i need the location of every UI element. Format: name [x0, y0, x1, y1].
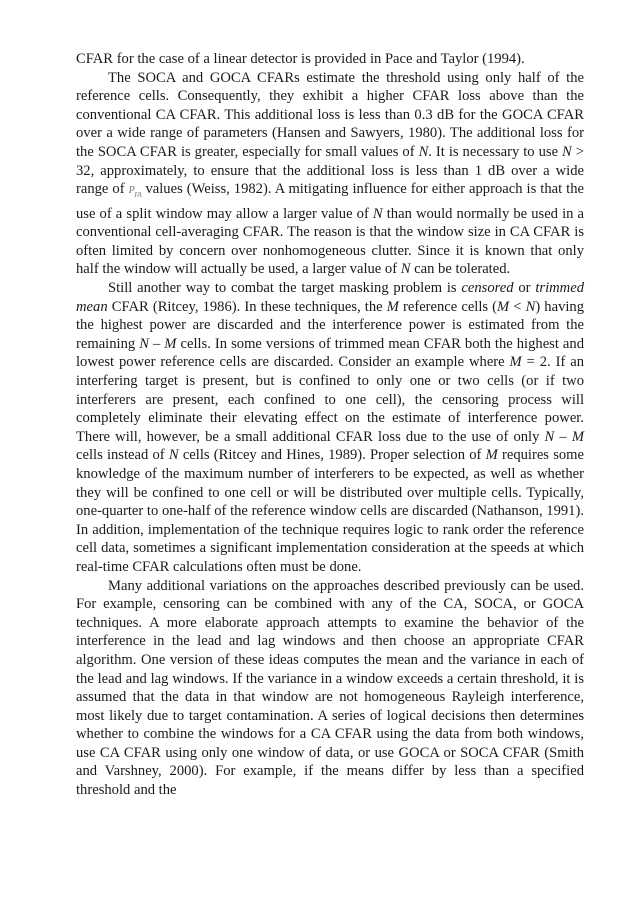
- text-run: ) having the highest power are discarded and the interference power is estimated from the remaining: [76, 298, 585, 352]
- text-run: –: [148, 335, 165, 352]
- text-run: cells. In some versions of trimmed mean CFAR both the highest and lowest power reference cells are discarded. Consider an example where: [76, 335, 585, 371]
- text-run: or: [513, 280, 536, 297]
- document-page: [76, 50, 584, 800]
- paragraph-variations: [76, 577, 584, 800]
- italic-term: N: [400, 261, 411, 278]
- text-run: requires some knowledge of the maximum number of interferers to be expected, as well as whether they will be confined to one cell or will be distributed over multiple cells. Typically, one-quarter to one-half of the reference window cells are discarded (Nathanson, 1991). In addition, implementation of the technique requires logic to rank order the reference cell data, sometimes a significant implementation consideration at the speeds at which real-time CFAR calculations often must be done.: [76, 447, 584, 575]
- italic-term: M: [386, 298, 399, 315]
- italic-term: censored: [461, 280, 514, 297]
- text-run: can be tolerated.: [410, 261, 511, 278]
- italic-term: N: [544, 428, 555, 445]
- text-run: = 2. If an interfering target is present, but is confined to only one or two cells (or if two interferers are present, each confined to one cell), the censoring process will completely eliminate their elevating effect on the estimate of interference power. There will, however, be a small additional CFAR loss due to the use of only: [76, 354, 585, 445]
- pfa-subscript: FA: [134, 191, 142, 200]
- text-run: <: [509, 298, 526, 315]
- text-run: values (Weiss, 1982). A mitigating influence for either approach is that the use of a split window may allow a larger value of: [76, 181, 584, 222]
- paragraph-censored-cfar: [76, 279, 584, 577]
- italic-term: N: [525, 298, 536, 315]
- paragraph-soca-goca: [76, 69, 584, 279]
- italic-term: N: [562, 143, 572, 160]
- text-run: –: [554, 428, 572, 445]
- paragraph-continuation: [76, 50, 584, 69]
- italic-term: N: [418, 143, 429, 160]
- text-run: > 32, approximately, to ensure that the additional loss is less than 1 dB over a wide range of: [76, 143, 584, 198]
- italic-term: trimmed mean: [76, 280, 584, 315]
- italic-term: M: [509, 354, 522, 371]
- italic-term: M: [164, 335, 177, 352]
- text-run: CFAR for the case of a linear detector is provided in Pace and Taylor (1994).: [76, 51, 525, 67]
- text-run: reference cells (: [398, 298, 498, 315]
- text-run: . It is necessary to use: [428, 143, 563, 160]
- italic-term: N: [168, 447, 179, 464]
- italic-term: M: [497, 298, 510, 315]
- text-run: than would normally be used in a conventional cell-averaging CFAR. The reason is that the window size in CA CFAR is often limited by concern over nonhomogeneous clutter. Since it is known that only half the window will actually be used, a larger value of: [76, 205, 584, 278]
- text-run: Still another way to combat the target masking problem is: [108, 280, 462, 297]
- text-run: cells instead of: [76, 447, 169, 464]
- text-run: Many additional variations on the approaches described previously can be used. For example, censoring can be combined with any of the CA, SOCA, or GOCA techniques. A more elaborate approach attempts to examine the behavior of the interference in the lead and lag windows and then choose an appropriate CFAR algorithm. One version of these ideas computes the mean and the variance in each of the lead and lag windows. If the variance in a window exceeds a certain threshold, it is assumed that the data in that window are not homogeneous Rayleigh interference, most likely due to target contamination. A series of logical decisions then determines whether to combine the windows for a CA CFAR using the data from both windows, use CA CFAR using only one window of data, or use GOCA or SOCA CFAR (Smith and Varshney, 2000). For example, if the means differ by less than a specified threshold and the: [76, 577, 584, 799]
- pfa-symbol: P: [128, 185, 135, 197]
- italic-term: M: [571, 428, 585, 445]
- text-run: CFAR (Ritcey, 1986). In these techniques, the: [107, 298, 387, 315]
- italic-term: N: [139, 335, 149, 352]
- italic-term: M: [485, 447, 498, 464]
- text-run: The SOCA and GOCA CFARs estimate the threshold using only half of the reference cells. Consequently, they exhibit a higher CFAR loss above than the conventional CA CFAR. This additional loss is less than 0.3 dB for the GOCA CFAR over a wide range of parameters (Hansen and Sawyers, 1980). The additional loss for the SOCA CFAR is greater, especially for small values of: [76, 69, 584, 160]
- text-run: cells (Ritcey and Hines, 1989). Proper selection of: [178, 447, 486, 464]
- italic-term: N: [372, 205, 383, 222]
